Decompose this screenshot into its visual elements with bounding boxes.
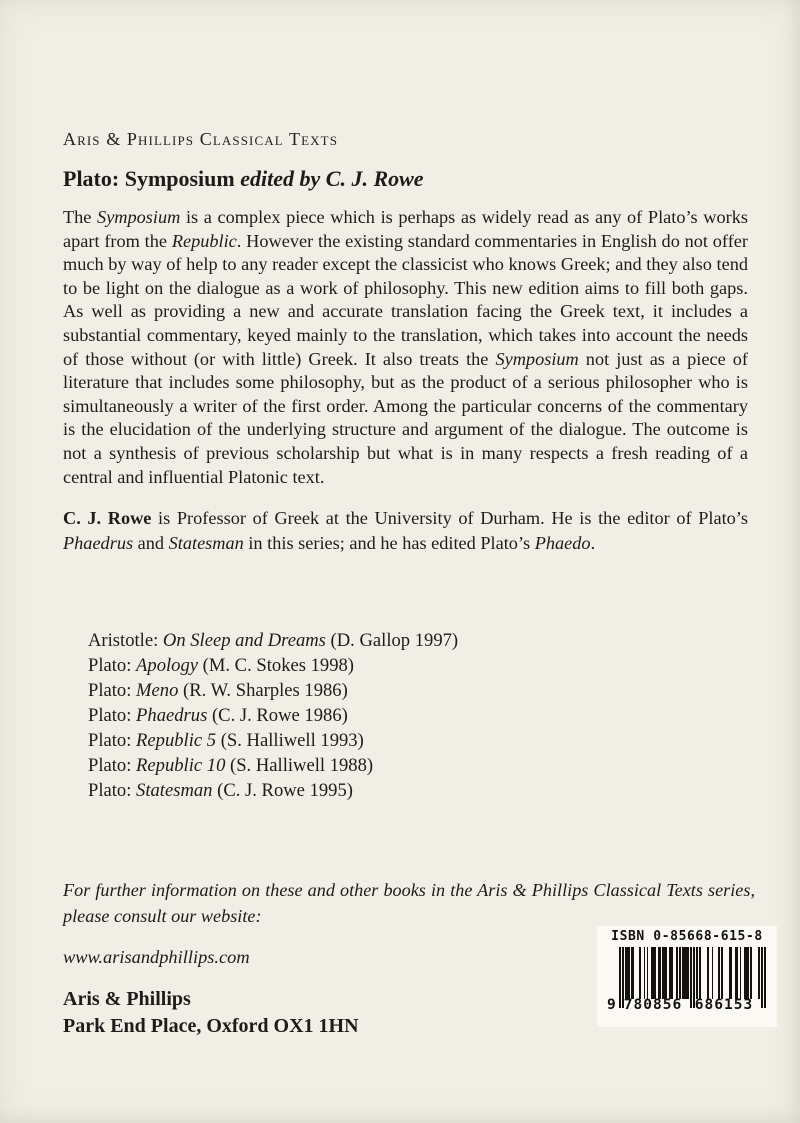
series-list-item: Plato: Apology (M. C. Stokes 1998) bbox=[88, 655, 355, 676]
barcode-lead-digit: 9 bbox=[607, 997, 617, 1013]
publisher-name: Aris & Phillips bbox=[63, 988, 191, 1010]
series-list-item: Plato: Phaedrus (C. J. Rowe 1986) bbox=[88, 705, 348, 726]
series-list-item: Plato: Republic 10 (S. Halliwell 1988) bbox=[88, 755, 374, 776]
series-header: Aris & Phillips Classical Texts bbox=[63, 129, 339, 149]
barcode-right-group: 686153 bbox=[694, 997, 754, 1013]
website-url: www.arisandphillips.com bbox=[63, 947, 250, 967]
series-list-item: Plato: Republic 5 (S. Halliwell 1993) bbox=[88, 730, 364, 751]
description-paragraph: The Symposium is a complex piece which is perhaps as widely read as any of Plato’s works apart from the Republic. However the existing standard commentaries in English do not offer much by way of help to any reader except the classicist who knows Greek; and they also tend to be light on the dialogue as a work of philosophy. This new edition aims to fill both gaps. As well as providing a new and accurate translation facing the Greek text, it includes a substantial commentary, keyed mainly to the translation, which takes into account the needs of those without (or with little) Greek. It also treats the Symposium not just as a piece of literature that includes some philosophy, but as the product of a serious philosopher who is simultaneously a writer of the first order. Among the particular concerns of the commentary is the elucidation of the underlying structure and argument of the dialogue. The outcome is not a synthesis of previous scholarship but what is in many respects a fresh reading of a central and influential Platonic text. bbox=[63, 207, 748, 487]
book-title: Plato: Symposium edited by C. J. Rowe bbox=[63, 166, 424, 191]
series-list-item: Aristotle: On Sleep and Dreams (D. Gallop 1997) bbox=[88, 630, 459, 651]
barcode-digits bbox=[607, 997, 767, 1013]
barcode bbox=[607, 947, 767, 1023]
footer-note: For further information on these and other books in the Aris & Phillips Classical Texts series, please consult our website: bbox=[63, 880, 755, 926]
author-bio: C. J. Rowe is Professor of Greek at the University of Durham. He is the editor of Plato’s Phaedrus and Statesman in this series; and he has edited Plato’s Phaedo. bbox=[63, 508, 748, 553]
isbn-block bbox=[597, 926, 777, 1027]
series-list bbox=[88, 628, 458, 803]
series-list-item: Plato: Meno (R. W. Sharples 1986) bbox=[88, 680, 348, 701]
publisher-block bbox=[63, 986, 359, 1039]
series-list-item: Plato: Statesman (C. J. Rowe 1995) bbox=[88, 780, 353, 801]
barcode-left-group: 780856 bbox=[623, 997, 683, 1013]
isbn-label: ISBN 0-85668-615-8 bbox=[611, 929, 763, 944]
publisher-address: Park End Place, Oxford OX1 1HN bbox=[63, 1014, 359, 1037]
